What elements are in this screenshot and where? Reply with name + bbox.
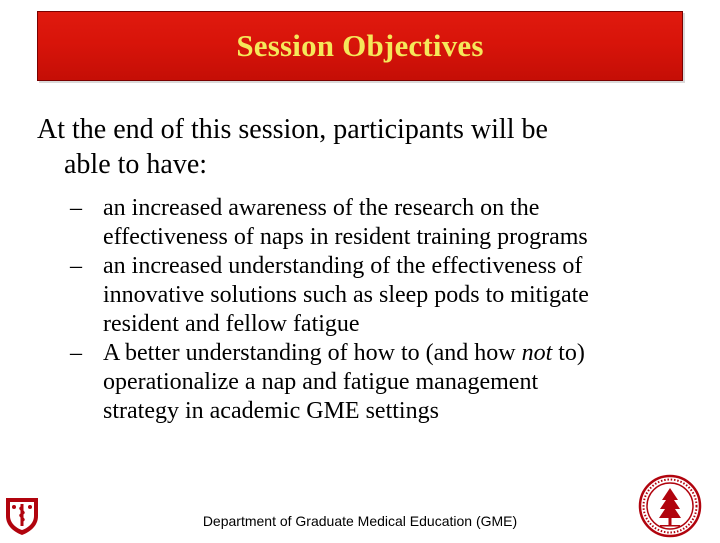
bullet-dash: – <box>70 253 82 279</box>
objective-line: an increased understanding of the effectiveness of <box>103 253 583 279</box>
objective-line: to) <box>552 340 585 366</box>
objective-line: A better understanding of how to (and how <box>103 340 522 366</box>
intro-line-2: able to have: <box>64 149 208 180</box>
objective-item <box>70 339 710 426</box>
objective-line: resident and fellow fatigue <box>103 311 360 337</box>
footer-department: Department of Graduate Medical Education (GME) <box>202 513 518 529</box>
intro-line-1: At the end of this session, participants will be <box>37 114 548 145</box>
objective-item <box>70 194 710 252</box>
bullet-dash: – <box>70 340 82 366</box>
objective-item <box>70 252 710 339</box>
objective-line: operationalize a nap and fatigue management <box>103 369 539 395</box>
objective-line: an increased awareness of the research on the <box>103 195 540 221</box>
university-seal-icon <box>638 474 702 538</box>
slide-title: Session Objectives <box>236 28 484 63</box>
objective-line: innovative solutions such as sleep pods to mitigate <box>103 282 589 308</box>
emphasis-not: not <box>521 340 553 366</box>
title-banner <box>37 11 683 81</box>
objective-line: effectiveness of naps in resident training programs <box>103 224 588 250</box>
bullet-dash: – <box>70 195 82 221</box>
objectives-list <box>70 194 710 426</box>
objective-line: strategy in academic GME settings <box>103 398 439 424</box>
intro-text <box>37 112 687 182</box>
